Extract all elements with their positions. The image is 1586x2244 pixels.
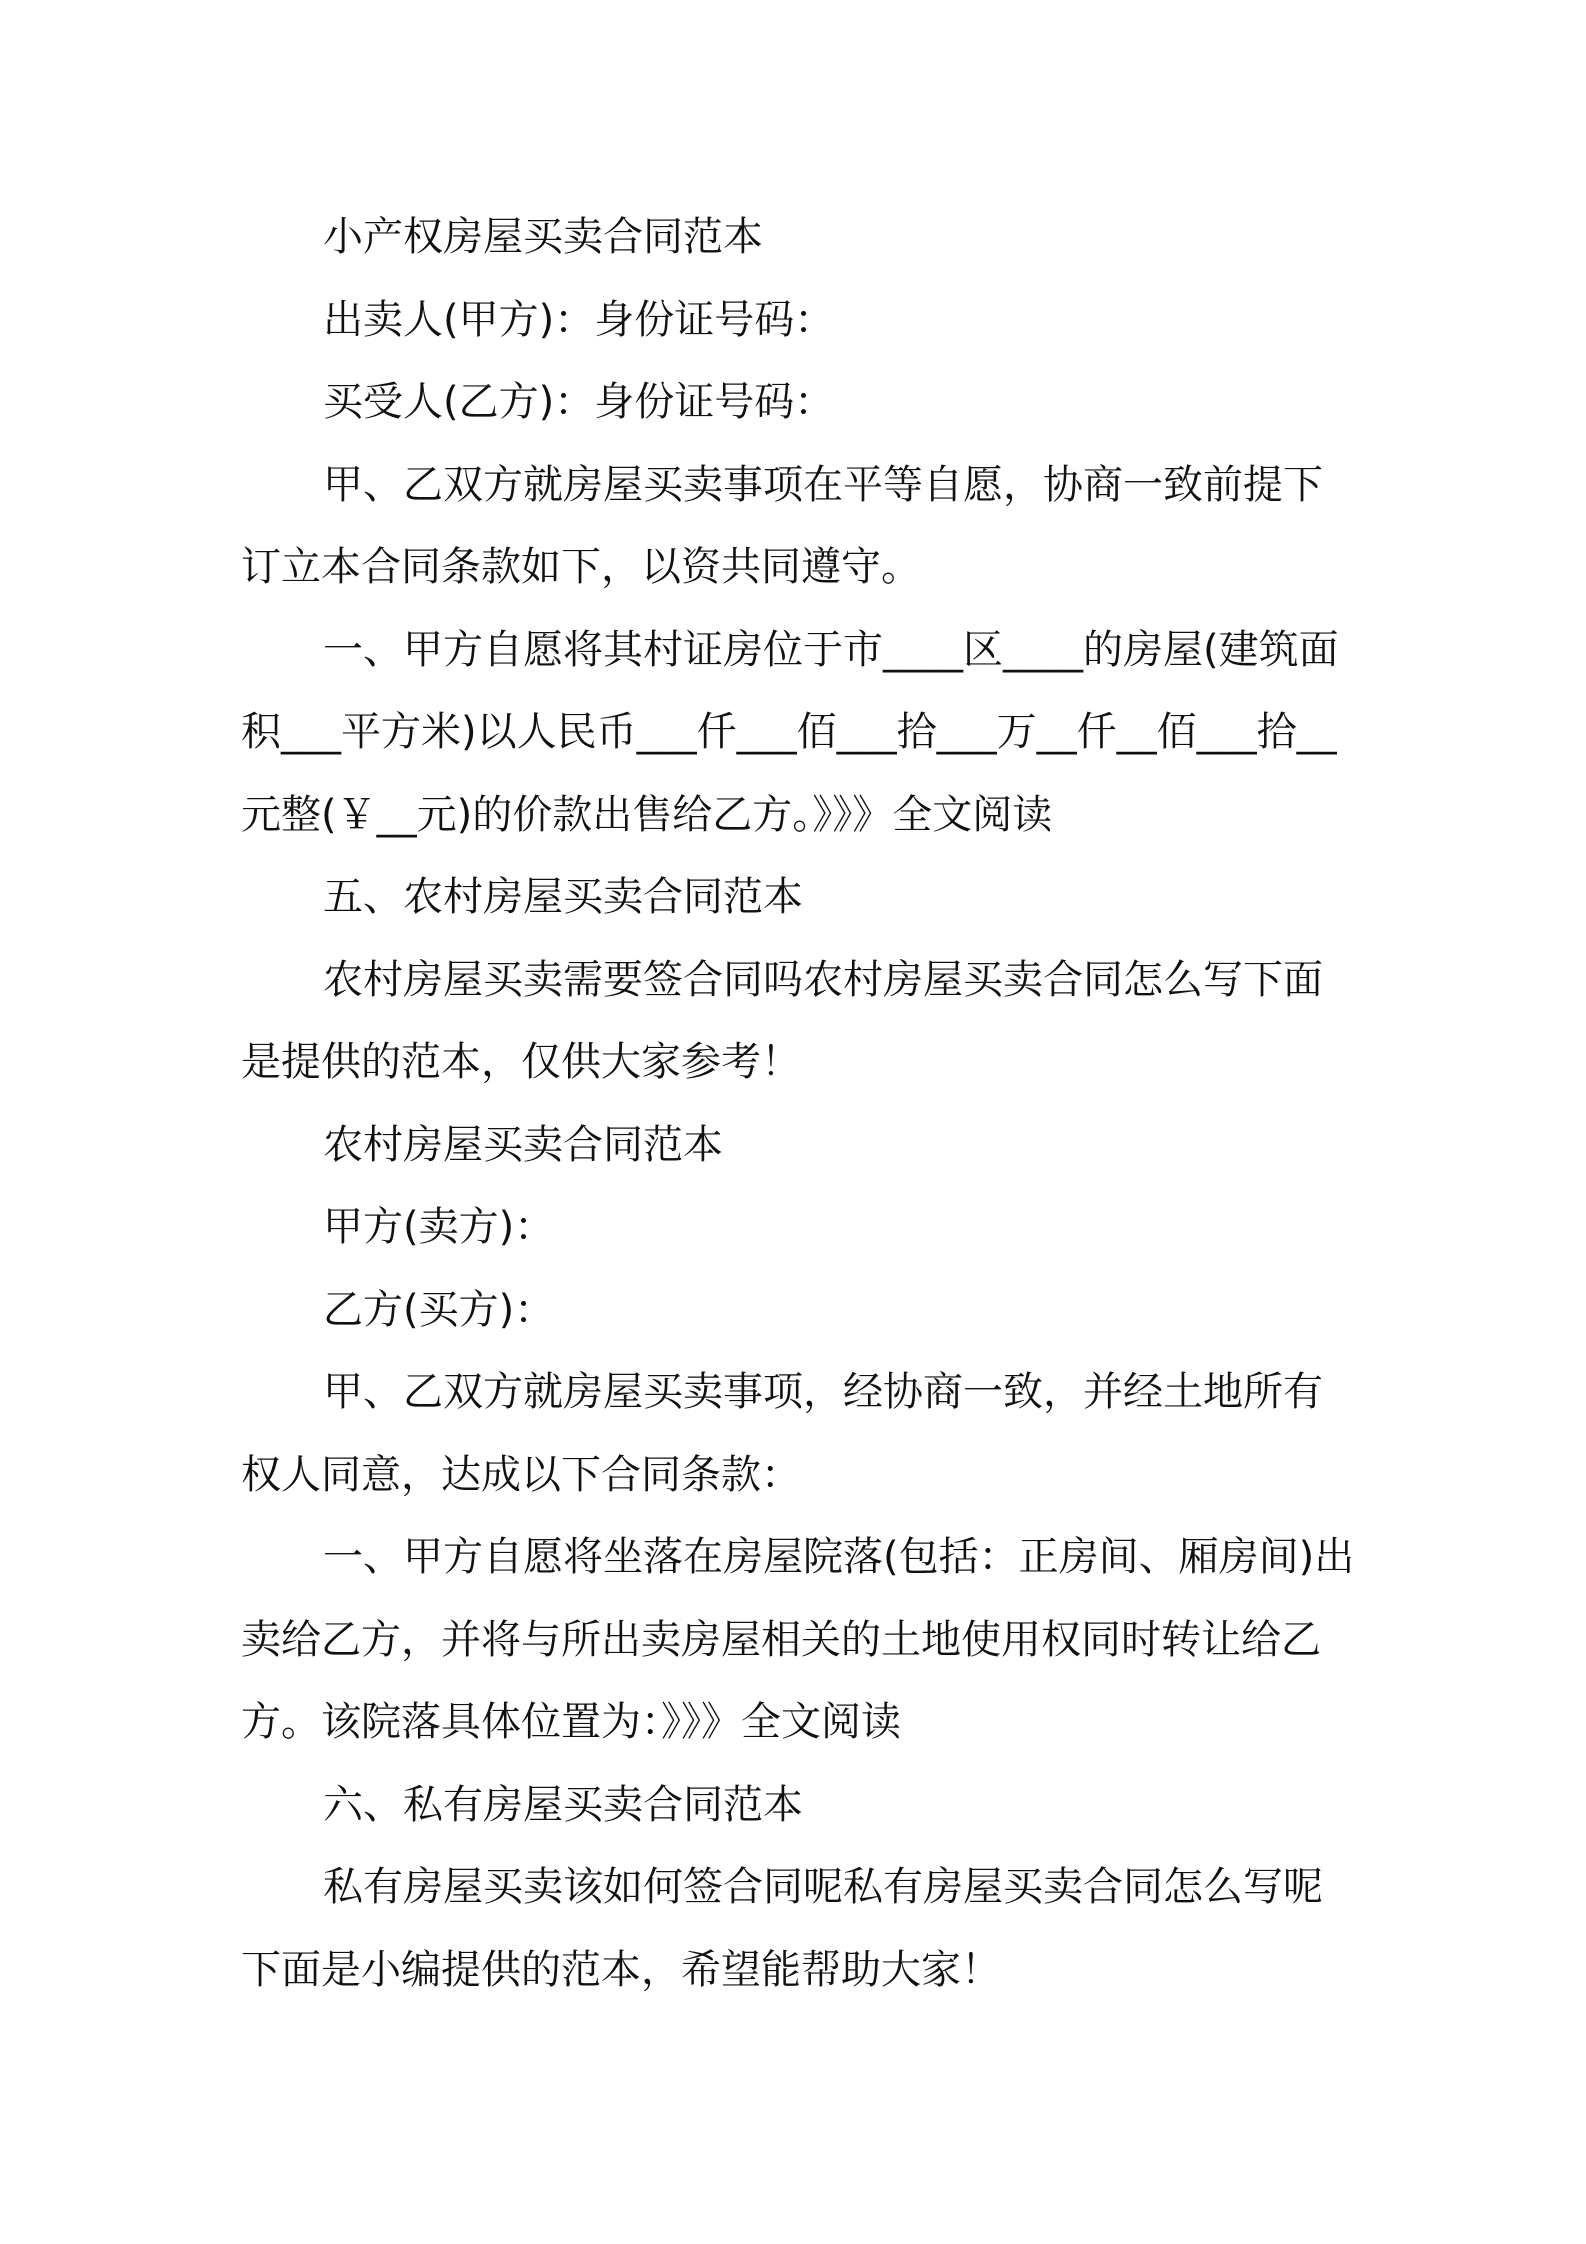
section-six-intro: 私有房屋买卖该如何签合同呢私有房屋买卖合同怎么写呢下面是小编提供的范本，希望能帮助大家！ [241,1864,1323,1993]
clause-one: 一、甲方自愿将其村证房位于市____区____的房屋(建筑面积___平方米)以人民币___仟___佰___拾___万__仟__佰___拾__元整(￥__元)的价款出售给乙方。》》》全文阅读 [241,626,1339,838]
buyer-line: 买受人(乙方)：身份证号码： [323,379,835,425]
seller-line: 出卖人(甲方)：身份证号码： [323,296,835,343]
rural-clause-one: 一、甲方自愿将坐落在房屋院落(包括：正房间、厢房间)出卖给乙方，并将与所出卖房屋相关的土地使用权同时转让给乙方。该院落具体位置为：》》》全文阅读 [241,1534,1355,1745]
section-five-heading: 五、农村房屋买卖合同范本 [323,874,803,920]
document-title: 小产权房屋买卖合同范本 [323,214,763,260]
document-page [241,196,1361,2011]
section-five-intro: 农村房屋买卖需要签合同吗农村房屋买卖合同怎么写下面是提供的范本，仅供大家参考！ [241,956,1323,1085]
party-b-line: 乙方(买方)： [323,1286,555,1333]
section-six-heading: 六、私有房屋买卖合同范本 [323,1781,803,1828]
agreement-intro: 甲、乙双方就房屋买卖事项在平等自愿，协商一致前提下订立本合同条款如下，以资共同遵守。 [241,461,1323,590]
party-a-line: 甲方(卖方)： [323,1204,555,1250]
rural-contract-title: 农村房屋买卖合同范本 [323,1121,723,1168]
rural-agreement-intro: 甲、乙双方就房屋买卖事项，经协商一致，并经土地所有权人同意，达成以下合同条款： [241,1369,1323,1498]
